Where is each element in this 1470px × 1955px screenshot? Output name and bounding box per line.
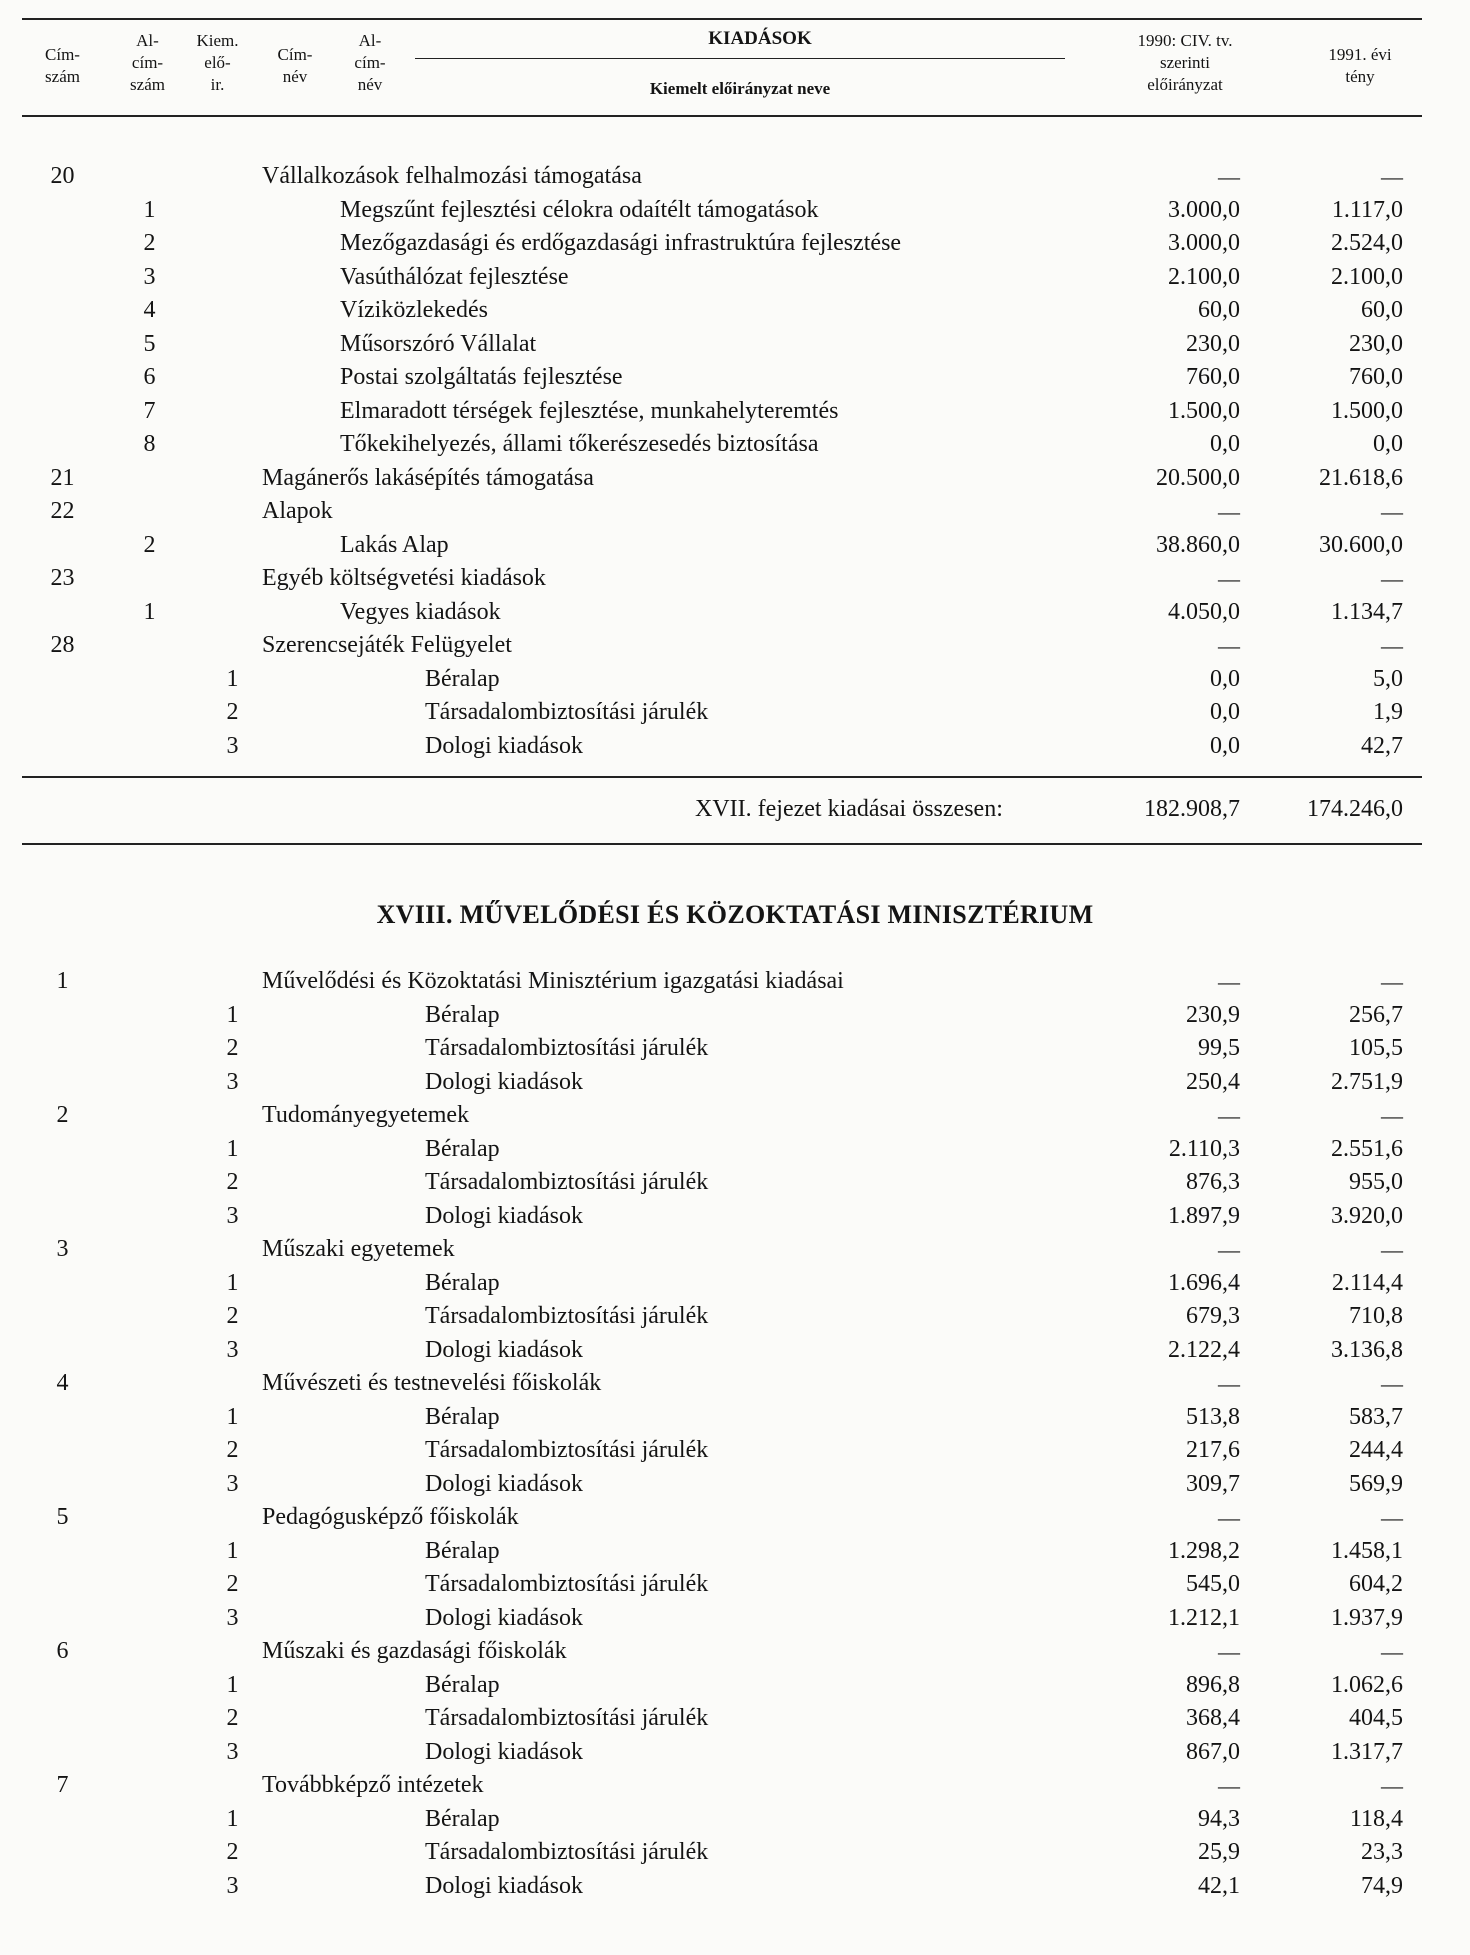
kiem-eloir-cell: 1 bbox=[226, 665, 239, 692]
header-bottom-rule bbox=[22, 115, 1422, 117]
value-1991-cell: 105,5 bbox=[1349, 1035, 1403, 1061]
value-1991-cell: 955,0 bbox=[1349, 1169, 1403, 1195]
value-1990-cell: 513,8 bbox=[1186, 1403, 1240, 1430]
item-name-cell: Elmaradott térségek fejlesztése, munkahelyteremtés bbox=[340, 397, 839, 424]
item-name-cell: Megszűnt fejlesztési célokra odaítélt támogatások bbox=[340, 196, 819, 223]
total-label: XVII. fejezet kiadásai összesen: bbox=[695, 796, 1003, 822]
item-name-cell: Társadalombiztosítási járulék bbox=[425, 1705, 709, 1731]
item-name-cell: Dologi kiadások bbox=[425, 1604, 583, 1631]
header-alcim-szam-line: Al- bbox=[136, 31, 159, 50]
table-row bbox=[0, 1635, 1470, 1668]
item-name-cell: Tudományegyetemek bbox=[262, 1102, 470, 1128]
value-1991-cell: — bbox=[1381, 1773, 1403, 1798]
item-name-cell: Dologi kiadások bbox=[425, 732, 583, 759]
value-1991-cell: — bbox=[1381, 1639, 1403, 1664]
item-name-cell: Társadalombiztosítási járulék bbox=[425, 699, 709, 725]
item-name-cell: Társadalombiztosítási járulék bbox=[425, 1839, 709, 1865]
value-1991-cell: 3.136,8 bbox=[1331, 1336, 1403, 1363]
item-name-cell: Vállalkozások felhalmozási támogatása bbox=[262, 163, 642, 189]
alcim-szam-cell: 3 bbox=[143, 263, 156, 290]
value-1991-cell: — bbox=[1381, 499, 1403, 524]
alcim-szam-cell: 4 bbox=[143, 297, 156, 323]
table-row bbox=[0, 1200, 1470, 1233]
value-1990-cell: 250,4 bbox=[1186, 1068, 1240, 1095]
kiem-eloir-cell: 3 bbox=[226, 1068, 239, 1095]
table-row bbox=[0, 462, 1470, 495]
kiem-eloir-cell: 1 bbox=[226, 1269, 239, 1296]
header-kiemelt-nev: Kiemelt előirányzat neve bbox=[649, 79, 831, 98]
table-row bbox=[0, 194, 1470, 227]
value-1991-cell: 21.618,6 bbox=[1319, 464, 1403, 491]
value-1990-cell: 867,0 bbox=[1186, 1738, 1240, 1765]
alcim-szam-cell: 6 bbox=[143, 364, 156, 390]
table-row bbox=[0, 1334, 1470, 1367]
cim-szam-cell: 7 bbox=[56, 1772, 69, 1798]
table-row bbox=[0, 562, 1470, 595]
value-1991-cell: 23,3 bbox=[1361, 1839, 1403, 1865]
value-1991-cell: 2.100,0 bbox=[1331, 263, 1403, 290]
item-name-cell: Társadalombiztosítási járulék bbox=[425, 1169, 709, 1195]
header-1990 bbox=[1100, 30, 1270, 96]
value-1991-cell: 256,7 bbox=[1349, 1001, 1403, 1028]
table-row bbox=[0, 1267, 1470, 1300]
table-row bbox=[0, 1501, 1470, 1534]
header-alcim-szam-line: szám bbox=[130, 75, 165, 94]
table-row bbox=[0, 1066, 1470, 1099]
kiem-eloir-cell: 1 bbox=[226, 1403, 239, 1430]
cim-szam-cell: 2 bbox=[56, 1102, 69, 1128]
kiem-eloir-cell: 2 bbox=[226, 1169, 239, 1195]
item-name-cell: Egyéb költségvetési kiadások bbox=[262, 565, 546, 591]
table-row bbox=[0, 1233, 1470, 1266]
item-name-cell: Béralap bbox=[425, 1269, 500, 1296]
value-1990-cell: 94,3 bbox=[1198, 1805, 1240, 1832]
value-1991-cell: 3.920,0 bbox=[1331, 1202, 1403, 1229]
total-row bbox=[0, 793, 1470, 826]
value-1990-cell: 99,5 bbox=[1198, 1035, 1240, 1061]
kiem-eloir-cell: 3 bbox=[226, 1470, 239, 1497]
value-1990-cell: 217,6 bbox=[1186, 1437, 1240, 1463]
table-row bbox=[0, 261, 1470, 294]
value-1991-cell: — bbox=[1381, 1371, 1403, 1396]
kiem-eloir-cell: 3 bbox=[226, 1872, 239, 1899]
table-row bbox=[0, 160, 1470, 193]
cim-szam-cell: 4 bbox=[56, 1370, 69, 1396]
kiem-eloir-cell: 2 bbox=[226, 1437, 239, 1463]
cim-szam-cell: 1 bbox=[56, 968, 69, 994]
table-row bbox=[0, 1468, 1470, 1501]
item-name-cell: Műszaki egyetemek bbox=[262, 1236, 455, 1262]
value-1990-cell: 230,0 bbox=[1186, 330, 1240, 357]
cim-szam-cell: 28 bbox=[50, 632, 75, 658]
value-1990-cell: 3.000,0 bbox=[1168, 230, 1240, 256]
header-1991-line: tény bbox=[1345, 67, 1375, 86]
value-1990-cell: 4.050,0 bbox=[1168, 598, 1240, 625]
table-row bbox=[0, 1300, 1470, 1333]
alcim-szam-cell: 2 bbox=[143, 230, 156, 256]
value-1990-cell: 3.000,0 bbox=[1168, 196, 1240, 223]
kiem-eloir-cell: 2 bbox=[226, 1839, 239, 1865]
item-name-cell: Társadalombiztosítási járulék bbox=[425, 1035, 709, 1061]
cim-szam-cell: 21 bbox=[50, 464, 75, 491]
item-name-cell: Béralap bbox=[425, 1805, 500, 1832]
kiadasok-rule bbox=[415, 58, 1065, 59]
value-1991-cell: 1.062,6 bbox=[1331, 1671, 1403, 1698]
value-1990-cell: 309,7 bbox=[1186, 1470, 1240, 1497]
value-1991-cell: 1.500,0 bbox=[1331, 397, 1403, 424]
item-name-cell: Dologi kiadások bbox=[425, 1068, 583, 1095]
section-title: XVIII. MŰVELŐDÉSI ÉS KÖZOKTATÁSI MINISZTÉRIUM bbox=[376, 900, 1094, 929]
table-row bbox=[0, 1803, 1470, 1836]
value-1990-cell: 38.860,0 bbox=[1156, 531, 1240, 558]
header-kiem-eloir-line: Kiem. bbox=[196, 31, 239, 50]
item-name-cell: Társadalombiztosítási járulék bbox=[425, 1571, 709, 1597]
value-1990-cell: — bbox=[1218, 1773, 1240, 1798]
item-name-cell: Dologi kiadások bbox=[425, 1336, 583, 1363]
value-1990-cell: — bbox=[1218, 1639, 1240, 1664]
cim-szam-cell: 5 bbox=[56, 1504, 69, 1530]
item-name-cell: Műszaki és gazdasági főiskolák bbox=[262, 1638, 567, 1664]
table-row bbox=[0, 965, 1470, 998]
header-cim-szam bbox=[30, 44, 95, 88]
alcim-szam-cell: 2 bbox=[143, 531, 156, 558]
item-name-cell: Társadalombiztosítási járulék bbox=[425, 1437, 709, 1463]
table-row bbox=[0, 663, 1470, 696]
header-cim-szam-line: Cím- bbox=[45, 45, 80, 64]
item-name-cell: Lakás Alap bbox=[340, 531, 449, 558]
cim-szam-cell: 6 bbox=[56, 1638, 69, 1664]
item-name-cell: Szerencsejáték Felügyelet bbox=[262, 632, 512, 658]
value-1990-cell: 25,9 bbox=[1198, 1839, 1240, 1865]
value-1990-cell: — bbox=[1218, 969, 1240, 994]
value-1990-cell: 0,0 bbox=[1210, 665, 1240, 692]
value-1991-cell: — bbox=[1381, 1505, 1403, 1530]
value-1991-cell: 0,0 bbox=[1373, 431, 1403, 457]
value-1990-cell: — bbox=[1218, 633, 1240, 658]
kiem-eloir-cell: 3 bbox=[226, 1738, 239, 1765]
table-row bbox=[0, 529, 1470, 562]
cim-szam-cell: 23 bbox=[50, 565, 75, 591]
item-name-cell: Műsorszóró Vállalat bbox=[340, 330, 537, 357]
header-1991 bbox=[1285, 44, 1435, 88]
item-name-cell: Művészeti és testnevelési főiskolák bbox=[262, 1370, 602, 1396]
table-row bbox=[0, 1133, 1470, 1166]
header-cim-szam-line: szám bbox=[45, 67, 80, 86]
item-name-cell: Továbbképző intézetek bbox=[262, 1772, 484, 1798]
item-name-cell: Dologi kiadások bbox=[425, 1872, 583, 1899]
value-1990-cell: — bbox=[1218, 499, 1240, 524]
item-name-cell: Víziközlekedés bbox=[340, 297, 488, 323]
item-name-cell: Postai szolgáltatás fejlesztése bbox=[340, 364, 623, 390]
value-1991-cell: 569,9 bbox=[1349, 1470, 1403, 1497]
table-row bbox=[0, 1568, 1470, 1601]
cim-szam-cell: 22 bbox=[50, 498, 75, 524]
item-name-cell: Dologi kiadások bbox=[425, 1202, 583, 1229]
header-alcim-nev bbox=[340, 30, 400, 96]
value-1991-cell: 30.600,0 bbox=[1319, 531, 1403, 558]
value-1991-cell: 42,7 bbox=[1361, 732, 1403, 759]
table-row bbox=[0, 1870, 1470, 1903]
table-row bbox=[0, 1602, 1470, 1635]
total-value-1990: 182.908,7 bbox=[1144, 796, 1240, 822]
value-1991-cell: — bbox=[1381, 633, 1403, 658]
table-row bbox=[0, 1434, 1470, 1467]
value-1991-cell: 760,0 bbox=[1349, 364, 1403, 390]
table-row bbox=[0, 1401, 1470, 1434]
value-1990-cell: 368,4 bbox=[1186, 1705, 1240, 1731]
table-row bbox=[0, 1702, 1470, 1735]
table-row bbox=[0, 1099, 1470, 1132]
item-name-cell: Pedagógusképző főiskolák bbox=[262, 1504, 519, 1530]
value-1991-cell: 74,9 bbox=[1361, 1872, 1403, 1899]
kiem-eloir-cell: 3 bbox=[226, 1336, 239, 1363]
cim-szam-cell: 3 bbox=[56, 1236, 69, 1262]
total-top-rule bbox=[22, 776, 1422, 778]
item-name-cell: Mezőgazdasági és erdőgazdasági infrastruktúra fejlesztése bbox=[340, 230, 902, 256]
table-row bbox=[0, 428, 1470, 461]
value-1991-cell: 604,2 bbox=[1349, 1571, 1403, 1597]
item-name-cell: Béralap bbox=[425, 1135, 500, 1162]
item-name-cell: Béralap bbox=[425, 1537, 500, 1564]
item-name-cell: Tőkekihelyezés, állami tőkerészesedés biztosítása bbox=[340, 431, 819, 457]
value-1991-cell: 1.937,9 bbox=[1331, 1604, 1403, 1631]
value-1990-cell: 545,0 bbox=[1186, 1571, 1240, 1597]
value-1990-cell: 1.897,9 bbox=[1168, 1202, 1240, 1229]
value-1990-cell: — bbox=[1218, 1237, 1240, 1262]
alcim-szam-cell: 7 bbox=[143, 397, 156, 424]
value-1990-cell: — bbox=[1218, 1505, 1240, 1530]
value-1990-cell: 679,3 bbox=[1186, 1303, 1240, 1329]
value-1991-cell: 5,0 bbox=[1373, 665, 1403, 692]
value-1990-cell: 42,1 bbox=[1198, 1872, 1240, 1899]
header-cim-nev bbox=[265, 44, 325, 88]
table-row bbox=[0, 1166, 1470, 1199]
value-1991-cell: — bbox=[1381, 969, 1403, 994]
value-1990-cell: — bbox=[1218, 164, 1240, 189]
value-1991-cell: — bbox=[1381, 566, 1403, 591]
kiem-eloir-cell: 2 bbox=[226, 1571, 239, 1597]
header-top-rule bbox=[22, 18, 1422, 20]
cim-szam-cell: 20 bbox=[50, 163, 75, 189]
value-1990-cell: 2.122,4 bbox=[1168, 1336, 1240, 1363]
kiem-eloir-cell: 3 bbox=[226, 732, 239, 759]
value-1990-cell: 2.110,3 bbox=[1168, 1135, 1240, 1162]
value-1990-cell: 0,0 bbox=[1210, 699, 1240, 725]
value-1991-cell: 1,9 bbox=[1373, 699, 1403, 725]
value-1991-cell: 1.317,7 bbox=[1331, 1738, 1403, 1765]
value-1990-cell: 1.212,1 bbox=[1168, 1604, 1240, 1631]
header-alcim-szam bbox=[115, 30, 180, 96]
total-bottom-rule bbox=[22, 843, 1422, 845]
value-1990-cell: 0,0 bbox=[1210, 431, 1240, 457]
value-1990-cell: 230,9 bbox=[1186, 1001, 1240, 1028]
value-1991-cell: 2.751,9 bbox=[1331, 1068, 1403, 1095]
kiem-eloir-cell: 2 bbox=[226, 699, 239, 725]
item-name-cell: Béralap bbox=[425, 1001, 500, 1028]
item-name-cell: Vasúthálózat fejlesztése bbox=[340, 263, 569, 290]
header-1990-line: szerinti bbox=[1159, 53, 1211, 72]
table-row bbox=[0, 1769, 1470, 1802]
value-1990-cell: 60,0 bbox=[1198, 297, 1240, 323]
table-row bbox=[0, 395, 1470, 428]
alcim-szam-cell: 1 bbox=[143, 598, 156, 625]
value-1991-cell: 2.524,0 bbox=[1331, 230, 1403, 256]
table-row bbox=[0, 1032, 1470, 1065]
value-1991-cell: 1.117,0 bbox=[1331, 196, 1403, 223]
value-1991-cell: 244,4 bbox=[1349, 1437, 1403, 1463]
alcim-szam-cell: 5 bbox=[143, 330, 156, 357]
value-1990-cell: 2.100,0 bbox=[1168, 263, 1240, 290]
header-alcim-nev-line: cím- bbox=[354, 53, 386, 72]
table-row bbox=[0, 495, 1470, 528]
alcim-szam-cell: 8 bbox=[143, 431, 156, 457]
item-name-cell: Alapok bbox=[262, 498, 333, 524]
kiem-eloir-cell: 2 bbox=[226, 1303, 239, 1329]
kiem-eloir-cell: 1 bbox=[226, 1671, 239, 1698]
item-name-cell: Béralap bbox=[425, 1671, 500, 1698]
kiem-eloir-cell: 2 bbox=[226, 1705, 239, 1731]
value-1990-cell: 896,8 bbox=[1186, 1671, 1240, 1698]
alcim-szam-cell: 1 bbox=[143, 196, 156, 223]
kiem-eloir-cell: 1 bbox=[226, 1805, 239, 1832]
value-1991-cell: 404,5 bbox=[1349, 1705, 1403, 1731]
value-1991-cell: 118,4 bbox=[1349, 1805, 1403, 1832]
value-1990-cell: 1.696,4 bbox=[1168, 1269, 1240, 1296]
header-kiem-eloir bbox=[185, 30, 250, 96]
value-1990-cell: 1.500,0 bbox=[1168, 397, 1240, 424]
kiem-eloir-cell: 1 bbox=[226, 1537, 239, 1564]
value-1990-cell: — bbox=[1218, 1371, 1240, 1396]
kiem-eloir-cell: 2 bbox=[226, 1035, 239, 1061]
header-1990-line: 1990: CIV. tv. bbox=[1137, 31, 1233, 50]
kiem-eloir-cell: 3 bbox=[226, 1202, 239, 1229]
item-name-cell: Béralap bbox=[425, 1403, 500, 1430]
value-1990-cell: 0,0 bbox=[1210, 732, 1240, 759]
header-kiadasok: KIADÁSOK bbox=[708, 28, 812, 49]
value-1990-cell: 876,3 bbox=[1186, 1169, 1240, 1195]
table-row bbox=[0, 1736, 1470, 1769]
header-alcim-nev-line: név bbox=[357, 75, 383, 94]
table-row bbox=[0, 596, 1470, 629]
value-1991-cell: 710,8 bbox=[1349, 1303, 1403, 1329]
table-row bbox=[0, 1367, 1470, 1400]
value-1990-cell: 760,0 bbox=[1186, 364, 1240, 390]
table-row bbox=[0, 999, 1470, 1032]
value-1991-cell: 583,7 bbox=[1349, 1403, 1403, 1430]
value-1991-cell: 2.551,6 bbox=[1331, 1135, 1403, 1162]
item-name-cell: Béralap bbox=[425, 665, 500, 692]
item-name-cell: Művelődési és Közoktatási Minisztérium igazgatási kiadásai bbox=[262, 968, 844, 994]
header-cim-nev-line: név bbox=[282, 67, 308, 86]
header-kiem-eloir-line: ir. bbox=[210, 75, 225, 94]
kiem-eloir-cell: 1 bbox=[226, 1135, 239, 1162]
value-1991-cell: — bbox=[1381, 1103, 1403, 1128]
item-name-cell: Dologi kiadások bbox=[425, 1470, 583, 1497]
item-name-cell: Dologi kiadások bbox=[425, 1738, 583, 1765]
value-1990-cell: 1.298,2 bbox=[1168, 1537, 1240, 1564]
table-row bbox=[0, 294, 1470, 327]
header-kiem-eloir-line: elő- bbox=[204, 53, 231, 72]
table-row bbox=[0, 1836, 1470, 1869]
value-1991-cell: — bbox=[1381, 164, 1403, 189]
value-1991-cell: 2.114,4 bbox=[1331, 1269, 1403, 1296]
value-1991-cell: 60,0 bbox=[1361, 297, 1403, 323]
header-alcim-nev-line: Al- bbox=[358, 31, 382, 50]
value-1991-cell: 230,0 bbox=[1349, 330, 1403, 357]
table-row bbox=[0, 696, 1470, 729]
kiem-eloir-cell: 3 bbox=[226, 1604, 239, 1631]
table-row bbox=[0, 328, 1470, 361]
value-1991-cell: 1.458,1 bbox=[1331, 1537, 1403, 1564]
header-1990-line: előirányzat bbox=[1147, 75, 1223, 94]
value-1990-cell: 20.500,0 bbox=[1156, 464, 1240, 491]
value-1991-cell: 1.134,7 bbox=[1331, 598, 1403, 625]
value-1990-cell: — bbox=[1218, 566, 1240, 591]
header-1991-line: 1991. évi bbox=[1328, 45, 1392, 64]
item-name-cell: Társadalombiztosítási járulék bbox=[425, 1303, 709, 1329]
table-row bbox=[0, 730, 1470, 763]
table-row bbox=[0, 629, 1470, 662]
value-1991-cell: — bbox=[1381, 1237, 1403, 1262]
table-row bbox=[0, 227, 1470, 260]
table-row bbox=[0, 361, 1470, 394]
table-row bbox=[0, 1669, 1470, 1702]
table-row bbox=[0, 1535, 1470, 1568]
item-name-cell: Vegyes kiadások bbox=[340, 598, 501, 625]
header-cim-nev-line: Cím- bbox=[277, 45, 313, 64]
kiem-eloir-cell: 1 bbox=[226, 1001, 239, 1028]
total-value-1991: 174.246,0 bbox=[1307, 796, 1403, 822]
value-1990-cell: — bbox=[1218, 1103, 1240, 1128]
item-name-cell: Magánerős lakásépítés támogatása bbox=[262, 464, 594, 491]
header-alcim-szam-line: cím- bbox=[131, 53, 164, 72]
